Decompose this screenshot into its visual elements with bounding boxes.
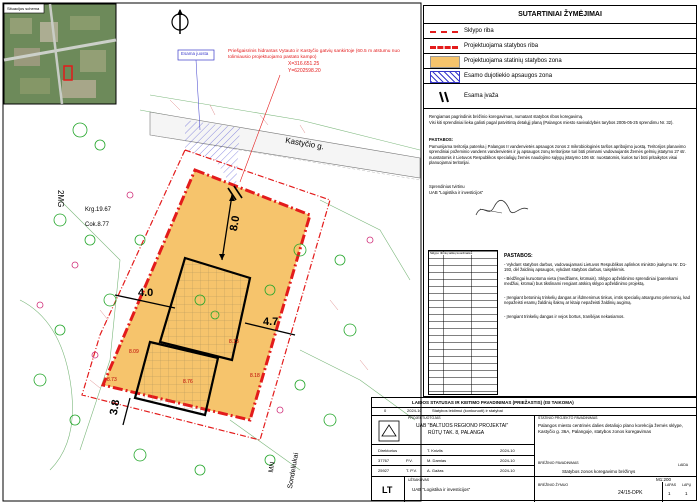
hydrant-coord-x: X=316.651.25 [288,61,320,67]
object-name: Palangos miesto centrinės dalies detaliojo plano korekcija žemės sklype, Kastyčio g. 36A, Palangoje, statybos zonos koregavimas [538,423,683,434]
build-limit-swatch [430,46,458,49]
krg-label: Krg.19.67 [85,207,112,213]
entrance-icon [438,91,450,103]
role-date: 2024-10 [500,468,515,473]
title-block-header: LAIDOS STATUSAS IR KEITIMO PAVADINIMAS (PRIEŽASTIS) (ISI TAIKOMA) [412,400,574,405]
pastabos2-item: - Vykdant statybos darbus, vadovaujamasi Lietuvos Respublikos aplinkos ministro įsakymu Nr. D1-193, dėl žaldinių apsaugos, vykdant statybos darbus, taisyklėmis. [504,262,687,273]
sheet-name: Statybos zonos koregavimo brėžinys [562,469,636,474]
notes-intro: Rengiamas pagrindinis brėžinio koregavimas, numatant statybos ribos koregavimą. [429,114,584,119]
license-id: 37767 [378,458,390,463]
street-mn-label: MN [268,461,277,474]
dimension-right: 4.7 [263,316,279,328]
role-name: A. Gažas [427,468,444,473]
dimension-top: 8.0 [227,214,243,232]
dimension-left: 4.0 [138,287,154,299]
notes-panel [423,109,697,397]
role-date: 2024-10 [500,458,515,463]
notes-pastabos-title: PASTABOS: [429,137,454,142]
approval-label: Sprendinius tvirtinu [429,184,465,189]
hydrant-note: Priešgaisrinis hidrantas Vytauto ir Kastyčio gatvių sankirtoje (60.5 m atstumu nuo tolimiausio projektuojamo pastato kampo) [228,49,400,60]
role-name: T. Knizlis [427,448,443,453]
plot-boundary-swatch [430,31,458,33]
legend [423,5,697,109]
legend-label: Projektuojama statinių statybos zona [464,58,562,64]
sheet-label: BRĖŽINIO PAVADINIMAS [538,461,579,465]
gas-zone-swatch [430,71,460,83]
license-id: 25927 [378,468,390,473]
coordinate-table-header: Sklypo ribinių taškų koordinatės [430,251,473,255]
legend-row-build-zone [424,53,696,68]
legend-label: Esamo dujotiekio apsaugos zona [464,73,553,79]
notes-intro-2: Visi kiti sprendiniai lieka galioti pagal patvirtintą detalųjį planą (Palangos miesto savivaldybės tarybos 2005-05-25 sprendimu Nr. 32). [429,120,674,125]
title-block [371,397,697,501]
legend-label: Esama įvaža [464,93,499,99]
street-sondelis-label: Sondeliukai [287,452,301,490]
legend-row-entrance [424,83,696,109]
legend-row-plot [424,23,696,38]
revision-date: 2024-10 [407,408,422,413]
legend-label: Projektuojama statybos riba [464,43,539,49]
company-label: PROJEKTUOTOJAS [408,416,441,420]
role-name: M. Damias [427,458,447,463]
laida-label: LAIDA [678,463,689,467]
elevation-center: 8.76 [183,379,193,385]
existing-path-label: Esama juosta [181,51,209,56]
revision-desc: Statybos leidimui (konkuruoti) ir statybai [432,408,503,413]
dimension-bottom: 3.8 [107,398,123,416]
role: T. P.V. [406,468,417,473]
drawing-code: 24/15-DPK [618,490,643,496]
elevation-right: 8.13 [229,339,239,345]
legend-label: Sklypo riba [464,28,494,34]
legend-title: SUTARTINIAI ŽYMĖJIMAI [518,11,602,18]
client-name: UAB "Logistika ir investicijos" [412,487,471,492]
elevation-bottom: 8.18 [250,373,260,379]
stage: LT [382,485,393,495]
revision-number: 0 [384,408,387,413]
street-2mg-label: 2MG [56,190,65,208]
role: P.V. [406,458,413,463]
notes-pastabos-text: Pamunijama teritorija patenka į Palangos II vandenvietės apsaugos zonos 2 mikrobiologinės taršos apribojimo juostą. Teritorijos planavimo sprendiniai požeminio vandens vandenvietės ir jų apsaugos zonų teritorijose turi būti priimami vadovaujantis Žemės gelmių įstatymo 27 str. nuostatomis ir Lietuvos Respublikos specialiųjų žemės naudojimo sąlygų įstatymo 106 str. nuostatomis, kurios turi būti pritaikytos visai planuojamai teritorijai. [429,144,686,166]
drawing-code-label: BRĖŽINIO ŽYMUO [538,483,569,487]
pastabos2-item: - Bėdžingai kuruotoma vieta (medžiams, krūmais). Sklypo apželdinimo sprendiniai (parenkami medžiai, krūmai) bus tikslinami rengiant atskirą sklypo apželdinimo projektą. [504,276,678,287]
sheet-label-lapas: LAPAS [665,483,677,487]
role-date: 2024-10 [500,448,515,453]
signature-icon [472,197,532,221]
elevation-left-2: 8.73 [107,377,117,383]
build-zone-swatch [430,56,460,68]
pastabos2-item: - Įrengiant trinkelių dangas ir vejos bortus, tranšėjas nekasiamos. [504,314,625,319]
sheet-total: 1 [685,491,688,496]
client-label: UŽSAKOVAS [408,478,430,482]
pastabos2-title: PASTABOS: [504,253,533,259]
scale: M1:200 [656,477,672,482]
approval-org: UAB "Logistika ir investicijos" [429,190,484,195]
hydrant-coord-y: Y=6202598.20 [288,68,321,74]
coordinate-table [428,250,498,395]
inset-title: Situacijos schema [7,6,40,11]
pastabos2-item: - Įrengiant betoninių trinkelių dangas ar išdmenimus tinkus, imtis specialių atsargumo priemonių, kad nepažeisti esamų žaldinių šaknų ar kitaip nepažeisti žaldinių augimą. [504,295,690,306]
sheet-label-lapu: LAPŲ [682,483,692,487]
elevation-left-1: 8.09 [129,349,139,355]
legend-row-build-limit [424,38,696,53]
object-label: STATINIO PROJEKTO PAVADINIMAS [538,416,598,420]
cok-label: Cok.8.77 [85,222,110,228]
company-name: UAB "BALTIJOS REGIONO PROJEKTAI" [416,423,509,429]
legend-row-gas-zone [424,68,696,83]
role: Direktorius [378,448,398,453]
street-kastycio-label: Kastyčio g. [284,135,325,152]
company-address: RŪTŲ TAK. 8, PALANGA [428,430,485,436]
sheet-number: 1 [668,491,671,496]
company-logo-icon [378,420,400,442]
